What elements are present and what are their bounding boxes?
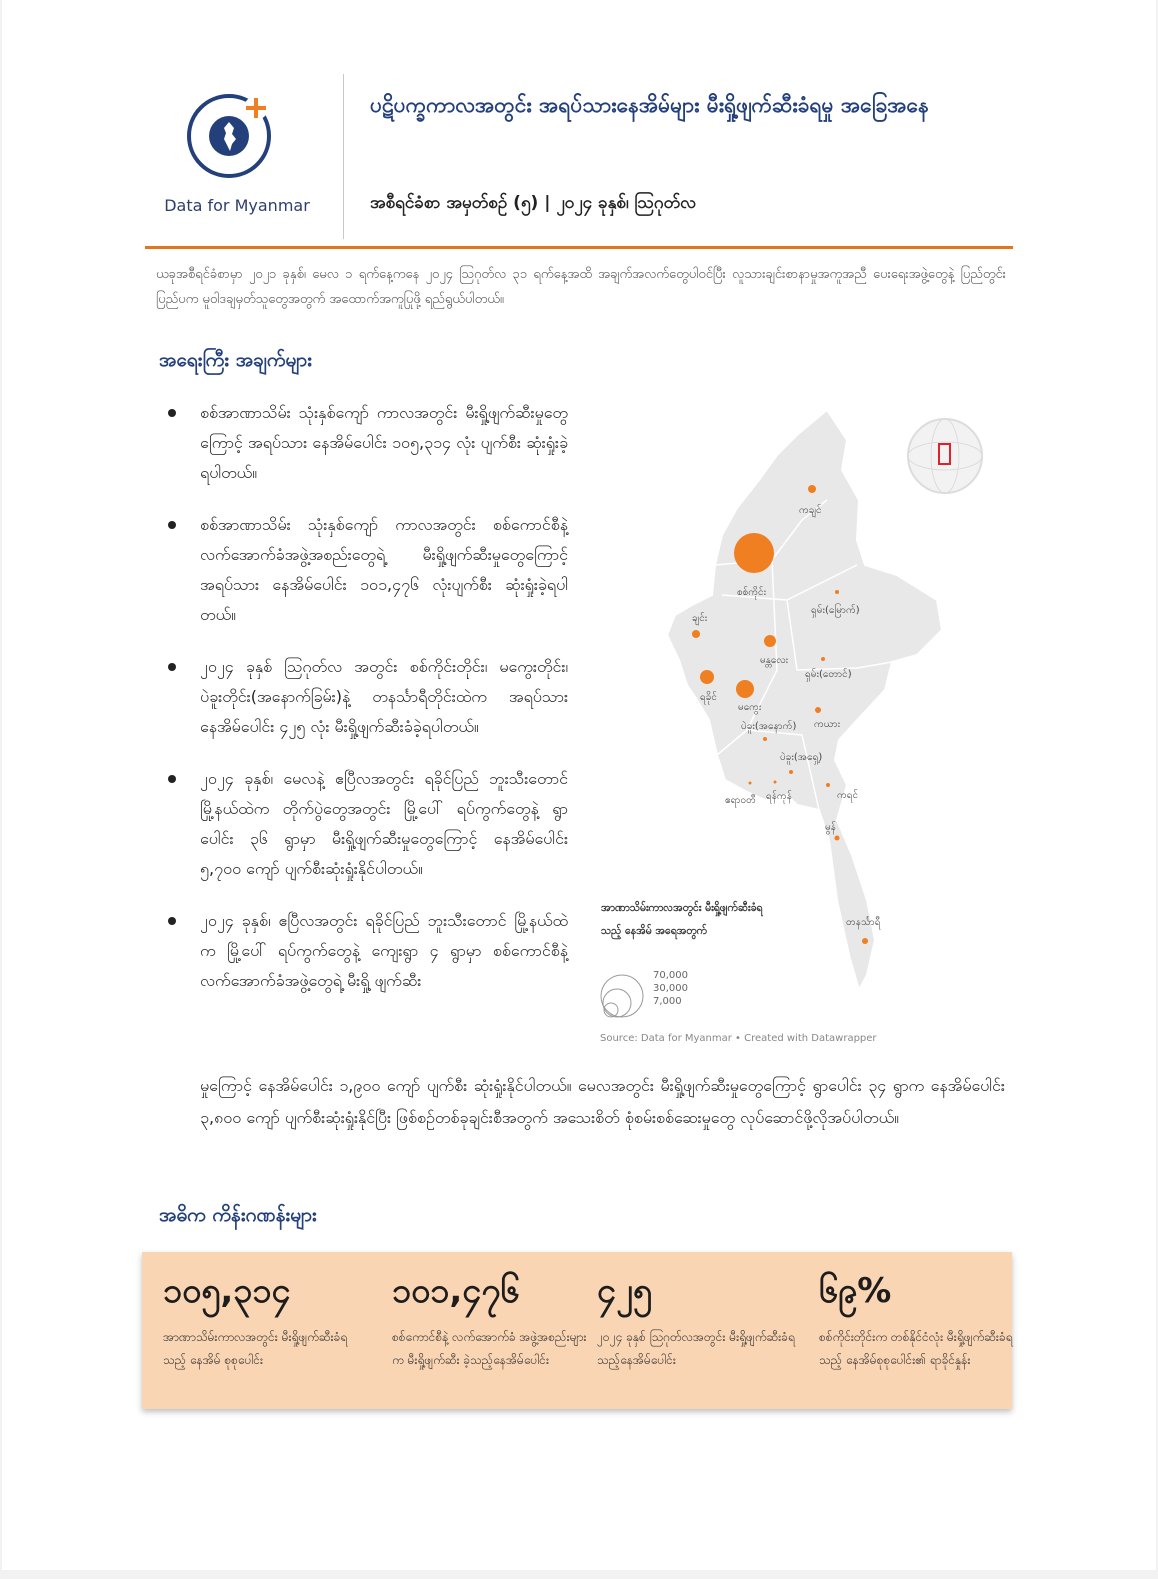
stat-label: စစ်ကိုင်းတိုင်းက တစ်နိုင်ငံလုံး မီးရှို့ဖျက်ဆီးခံရသည့် နေအိမ်စုစုပေါင်း၏ ရာခိုင်နှုန်း	[819, 1330, 1013, 1367]
map-label-bago-east: ပဲခူး(အရှေ့)	[780, 752, 823, 763]
map-graphic	[597, 400, 1007, 1060]
report-page	[2, 0, 1156, 1570]
map-label-ayeyarwady: ဧရာဝတီ	[725, 795, 756, 806]
map-label-bago-west: ပဲခူး(အနောက်)	[741, 721, 797, 732]
stat-value: ၄၂၅	[597, 1271, 652, 1311]
list-item-text: ၂၀၂၄ ခုနှစ်၊ မေလနဲ့ ဧပြီလအတွင်း ရခိုင်ပြည် ဘူးသီးတောင်မြို့နယ်ထဲက တိုက်ပွဲတွေအတွင်း မြို့ပေါ် ရပ်ကွက်တွေနဲ့ ရွာပေါင်း ၃၆ ရွာမှာ မီးရှို့ဖျက်ဆီးမှုတွေကြောင့် နေအိမ်ပေါင်း ၅,၇၀၀ ကျော် ပျက်စီးဆုံးရှုံးနိုင်ပါတယ်။	[200, 769, 568, 878]
report-subtitle: အစီရင်ခံစာ အမှတ်စဉ် (၅) | ၂၀၂၄ ခုနှစ်၊ ဩဂုတ်လ	[370, 193, 697, 213]
highlights-heading: အရေးကြီး အချက်များ	[159, 349, 312, 371]
stat-label: ၂၀၂၄ ခုနှစ် ဩဂုတ်လအတွင်း မီးရှို့ဖျက်ဆီးခံရသည့်နေအိမ်ပေါင်း	[597, 1330, 795, 1367]
header-rule	[145, 246, 1013, 249]
map-label-kayah: ကယား	[814, 719, 841, 730]
bubble-kachin	[808, 485, 816, 493]
bubble-magway	[736, 680, 754, 698]
bubble-rakhine	[700, 670, 714, 684]
map-label-chin: ချင်း	[692, 613, 708, 624]
list-item	[162, 764, 568, 884]
list-item	[162, 398, 568, 488]
bubble-bago-east	[789, 770, 793, 774]
bubble-mandalay	[764, 635, 776, 647]
stat-label: အာဏာသိမ်းကာလအတွင်း မီးရှို့ဖျက်ဆီးခံရသည့် နေအိမ် စုစုပေါင်း	[163, 1330, 348, 1367]
bullet-dot	[168, 409, 176, 417]
list-item-continuation: မှုကြောင့် နေအိမ်ပေါင်း ၁,၉၀၀ ကျော် ပျက်စီး ဆုံးရှုံးနိုင်ပါတယ်။ မေလအတွင်း မီးရှို့ဖျက်ဆီးမှုတွေကြောင့် ရွာပေါင်း ၃၄ ရွာက နေအိမ်ပေါင်း ၃,၈၀၀ ကျော် ပျက်စီးဆုံးရှုံးနိုင်ပြီး ဖြစ်စဉ်တစ်ခုချင်းစီအတွက် အသေးစိတ် စုံစမ်းစစ်ဆေးမှုတွေ လုပ်ဆောင်ဖို့လိုအပ်ပါတယ်။	[200, 1076, 1005, 1127]
bubble-yangon	[774, 781, 777, 784]
bubble-ayeyarwady	[749, 782, 752, 785]
legend-value-small: 7,000	[653, 996, 682, 1007]
map-label-kayin: ကရင်	[837, 790, 859, 801]
bubble-shan-south	[821, 657, 825, 661]
data-for-myanmar-logo	[152, 88, 322, 228]
bubble-sagaing	[734, 533, 774, 573]
legend-value-medium: 30,000	[653, 983, 688, 994]
stat-value: ၆၉%	[819, 1271, 892, 1311]
list-item-text: စစ်အာဏာသိမ်း သုံးနှစ်ကျော် ကာလအတွင်း စစ်ကောင်စီနဲ့ လက်အောက်ခံအဖွဲ့အစည်းတွေရဲ့ မီးရှို့ဖျက်ဆီးမှုတွေကြောင့် အရပ်သား နေအိမ်ပေါင်း ၁၀၁,၄၇၆ လုံးပျက်စီး ဆုံးရှုံးခဲ့ရပါတယ်။	[200, 515, 568, 624]
key-figures-box	[142, 1252, 1012, 1409]
bubble-tanintharyi	[862, 938, 868, 944]
map-label-shan-south: ရှမ်း(တောင်)	[805, 669, 852, 680]
list-item-text: ၂၀၂၄ ခုနှစ်၊ ဧပြီလအတွင်း ရခိုင်ပြည် ဘူးသီးတောင် မြို့နယ်ထဲက မြို့ပေါ် ရပ်ကွက်တွေနဲ့ ကျေးရွာ ၄ ရွာမှာ စစ်ကောင်စီနဲ့ လက်အောက်ခံအဖွဲ့တွေရဲ့ မီးရှို့ ဖျက်ဆီး	[200, 911, 568, 990]
bubble-mon	[835, 836, 840, 841]
map-label-sagaing: စစ်ကိုင်း	[737, 587, 767, 598]
list-item	[162, 652, 568, 742]
bubble-chin	[692, 630, 700, 638]
bullet-dot	[168, 521, 176, 529]
map-label-shan-north: ရှမ်း(မြောက်)	[811, 605, 860, 616]
map-source-note: Source: Data for Myanmar • Created with Datawrapper	[600, 1033, 877, 1044]
figures-heading: အဓိက ကိန်းဂဏန်းများ	[159, 1204, 317, 1226]
stat-value: ၁၀၅,၃၁၄	[163, 1271, 291, 1311]
map-plus-icon	[185, 88, 285, 188]
bubble-kayin	[826, 783, 830, 787]
bubble-shan-north	[835, 590, 839, 594]
map-label-mon: မွန်	[825, 822, 836, 833]
logo-text: Data for Myanmar	[164, 196, 310, 215]
intro-paragraph: ယခုအစီရင်ခံစာမှာ ၂၀၂၁ ခုနှစ်၊ မေလ ၁ ရက်နေ့ကနေ ၂၀၂၄ ဩဂုတ်လ ၃၁ ရက်နေ့အထိ အချက်အလက်တွေပါဝင်ပြီး လူသားချင်းစာနာမှုအကူအညီ ပေးရေးအဖွဲ့တွေနဲ့ ပြည်တွင်းပြည်ပက မူဝါဒချမှတ်သူတွေအတွက် အထောက်အကူပြုဖို့ ရည်ရွယ်ပါတယ်။	[156, 267, 1006, 307]
report-title: ပဋိပက္ခကာလအတွင်း အရပ်သားနေအိမ်များ မီးရှို့ဖျက်ဆီးခံရမှု အခြေအနေ	[370, 93, 929, 117]
header-divider	[343, 74, 344, 239]
list-item	[162, 906, 568, 996]
map-label-rakhine: ရခိုင်	[700, 692, 717, 703]
list-item-text: စစ်အာဏာသိမ်း သုံးနှစ်ကျော် ကာလအတွင်း မီးရှို့ဖျက်ဆီးမှုတွေကြောင့် အရပ်သား နေအိမ်ပေါင်း ၁၀၅,၃၁၄ လုံး ပျက်စီး ဆုံးရှုံးခဲ့ရပါတယ်။	[200, 403, 568, 482]
map-label-mandalay: မန္တလေး	[760, 655, 789, 666]
legend-value-large: 70,000	[653, 970, 688, 981]
map-label-kachin: ကချင်	[799, 505, 822, 516]
bullet-dot	[168, 917, 176, 925]
list-item	[162, 510, 568, 630]
map-label-magway: မကွေး	[738, 702, 762, 713]
bullet-dot	[168, 663, 176, 671]
bullet-dot	[168, 775, 176, 783]
stat-value: ၁၀၁,၄၇၆	[392, 1271, 520, 1311]
map-legend-title: အာဏာသိမ်းကာလအတွင်း မီးရှို့ဖျက်ဆီးခံရသည့် နေအိမ် အရေအတွက်	[601, 902, 763, 937]
myanmar-map	[597, 400, 1007, 1060]
map-label-yangon: ရန်ကုန်	[766, 791, 792, 802]
list-item-text: ၂၀၂၄ ခုနှစ် ဩဂုတ်လ အတွင်း စစ်ကိုင်းတိုင်း၊ မကွေးတိုင်း၊ ပဲခူးတိုင်း(အနောက်ခြမ်း)နဲ့ တနင်္သာရီတိုင်းထဲက အရပ်သားနေအိမ်ပေါင်း ၄၂၅ လုံး မီးရှို့ဖျက်ဆီးခံခဲ့ရပါတယ်။	[200, 657, 568, 736]
legend-circle-large	[601, 975, 643, 1017]
bubble-kayah	[815, 707, 821, 713]
stat-label: စစ်ကောင်စီနဲ့ လက်အောက်ခံ အဖွဲ့အစည်းများက မီးရှို့ဖျက်ဆီး ခဲ့သည့်နေအိမ်ပေါင်း	[392, 1330, 587, 1367]
locator-globe	[908, 419, 982, 493]
map-label-tanintharyi: တနင်္သာရီ	[846, 917, 881, 928]
bubble-bago-west	[763, 737, 767, 741]
